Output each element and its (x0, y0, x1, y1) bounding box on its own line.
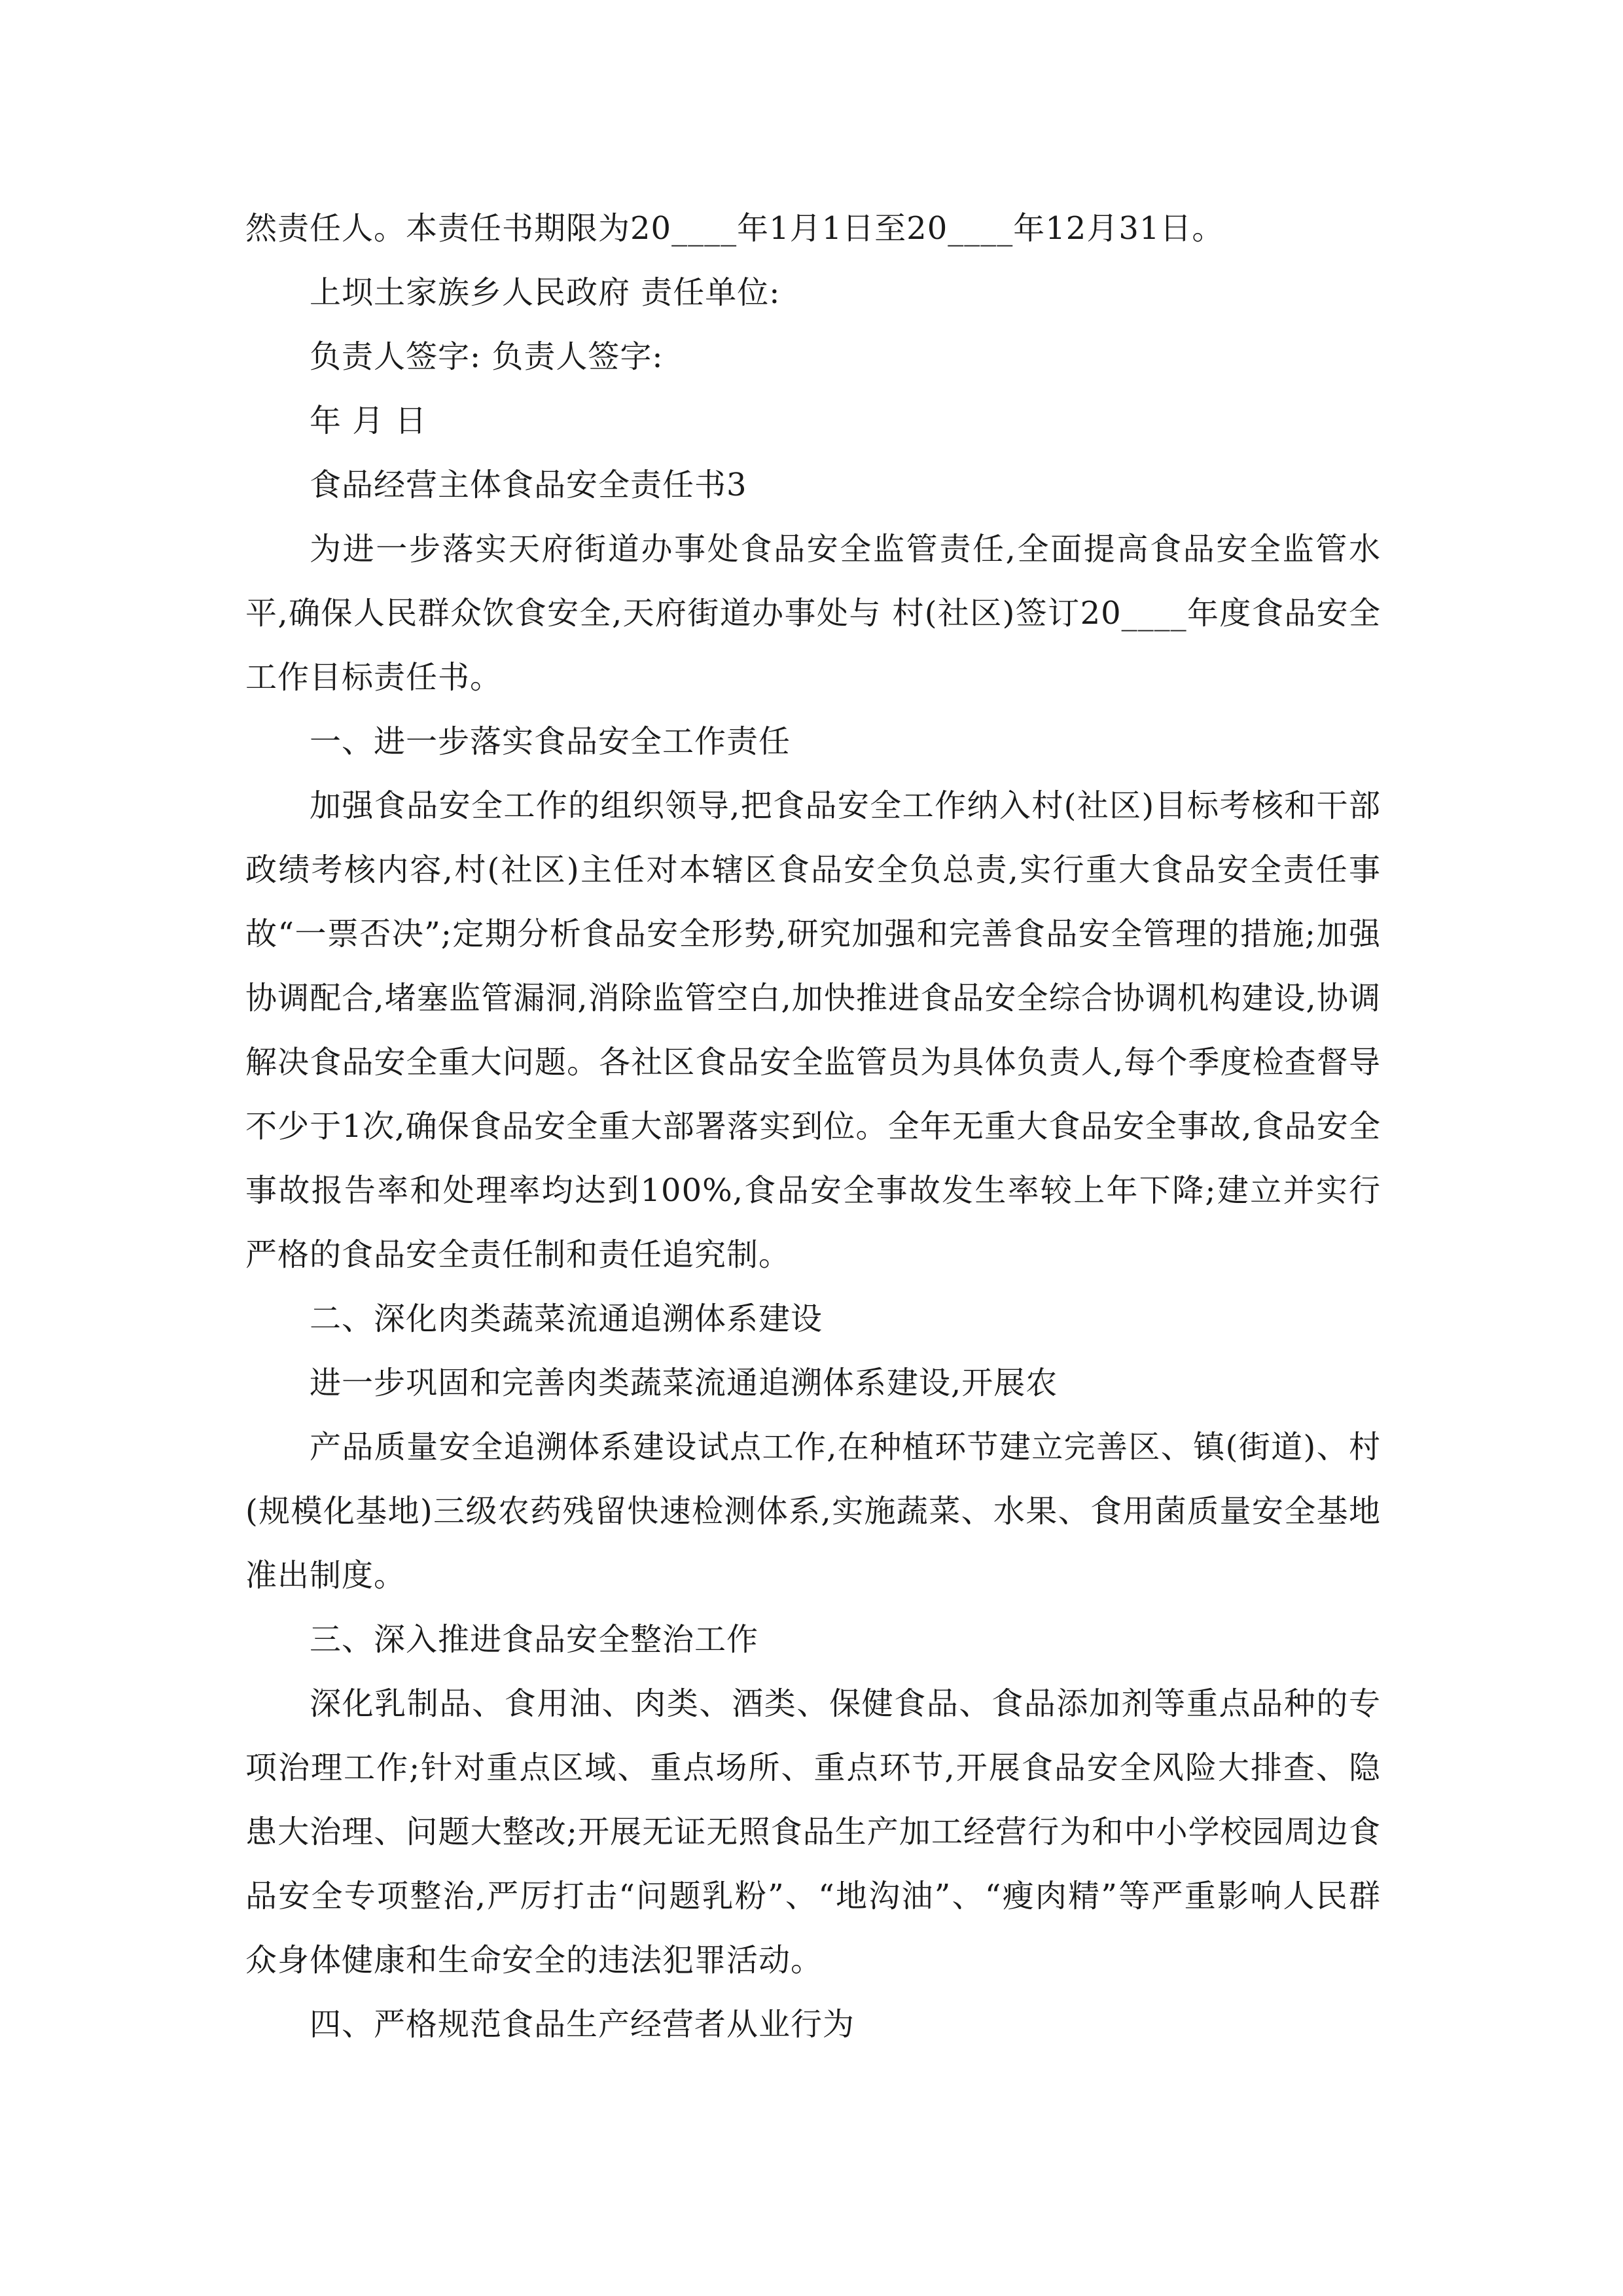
paragraph-date: 年 月 日 (310, 403, 427, 439)
section-heading-2: 二、深化肉类蔬菜流通追溯体系建设 (310, 1300, 823, 1337)
paragraph-section-2b: 产品质量安全追溯体系建设试点工作,在种植环节建立完善区、镇(街道)、村(规模化基地)三级农药残留快速检测体系,实施蔬菜、水果、食用菌质量安全基地准出制度。 (245, 1429, 1381, 1594)
paragraph-section-3: 深化乳制品、食用油、肉类、酒类、保健食品、食品添加剂等重点品种的专项治理工作;针对重点区域、重点场所、重点环节,开展食品安全风险大排查、隐患大治理、问题大整改;开展无证无照食品生产加工经营行为和中小学校园周边食品安全专项整治,严厉打击“问题乳粉”、“地沟油”、“瘦肉精”等严重影响人民群众身体健康和生命安全的违法犯罪活动。 (245, 1685, 1381, 1979)
paragraph-government-unit: 上坝土家族乡人民政府 责任单位: (310, 274, 781, 311)
paragraph-signatures: 负责人签字: 负责人签字: (310, 338, 664, 375)
paragraph-intro: 为进一步落实天府街道办事处食品安全监管责任,全面提高食品安全监管水平,确保人民群众饮食安全,天府街道办事处与 村(社区)签订20____年度食品安全工作目标责任书。 (245, 531, 1381, 696)
document-title: 食品经营主体食品安全责任书3 (310, 467, 747, 503)
section-heading-3: 三、深入推进食品安全整治工作 (310, 1621, 759, 1658)
section-heading-1: 一、进一步落实食品安全工作责任 (310, 723, 791, 760)
section-heading-4: 四、严格规范食品生产经营者从业行为 (310, 2006, 855, 2043)
paragraph-continuation: 然责任人。本责任书期限为20____年1月1日至20____年12月31日。 (245, 210, 1224, 247)
paragraph-section-2a: 进一步巩固和完善肉类蔬菜流通追溯体系建设,开展农 (310, 1365, 1058, 1401)
document-body (245, 196, 1381, 2056)
paragraph-section-1: 加强食品安全工作的组织领导,把食品安全工作纳入村(社区)目标考核和干部政绩考核内容,村(社区)主任对本辖区食品安全负总责,实行重大食品安全责任事故“一票否决”;定期分析食品安全形势,研究加强和完善食品安全管理的措施;加强协调配合,堵塞监管漏洞,消除监管空白,加快推进食品安全综合协调机构建设,协调解决食品安全重大问题。各社区食品安全监管员为具体负责人,每个季度检查督导不少于1次,确保食品安全重大部署落实到位。全年无重大食品安全事故,食品安全事故报告率和处理率均达到100%,食品安全事故发生率较上年下降;建立并实行严格的食品安全责任制和责任追究制。 (245, 787, 1381, 1273)
